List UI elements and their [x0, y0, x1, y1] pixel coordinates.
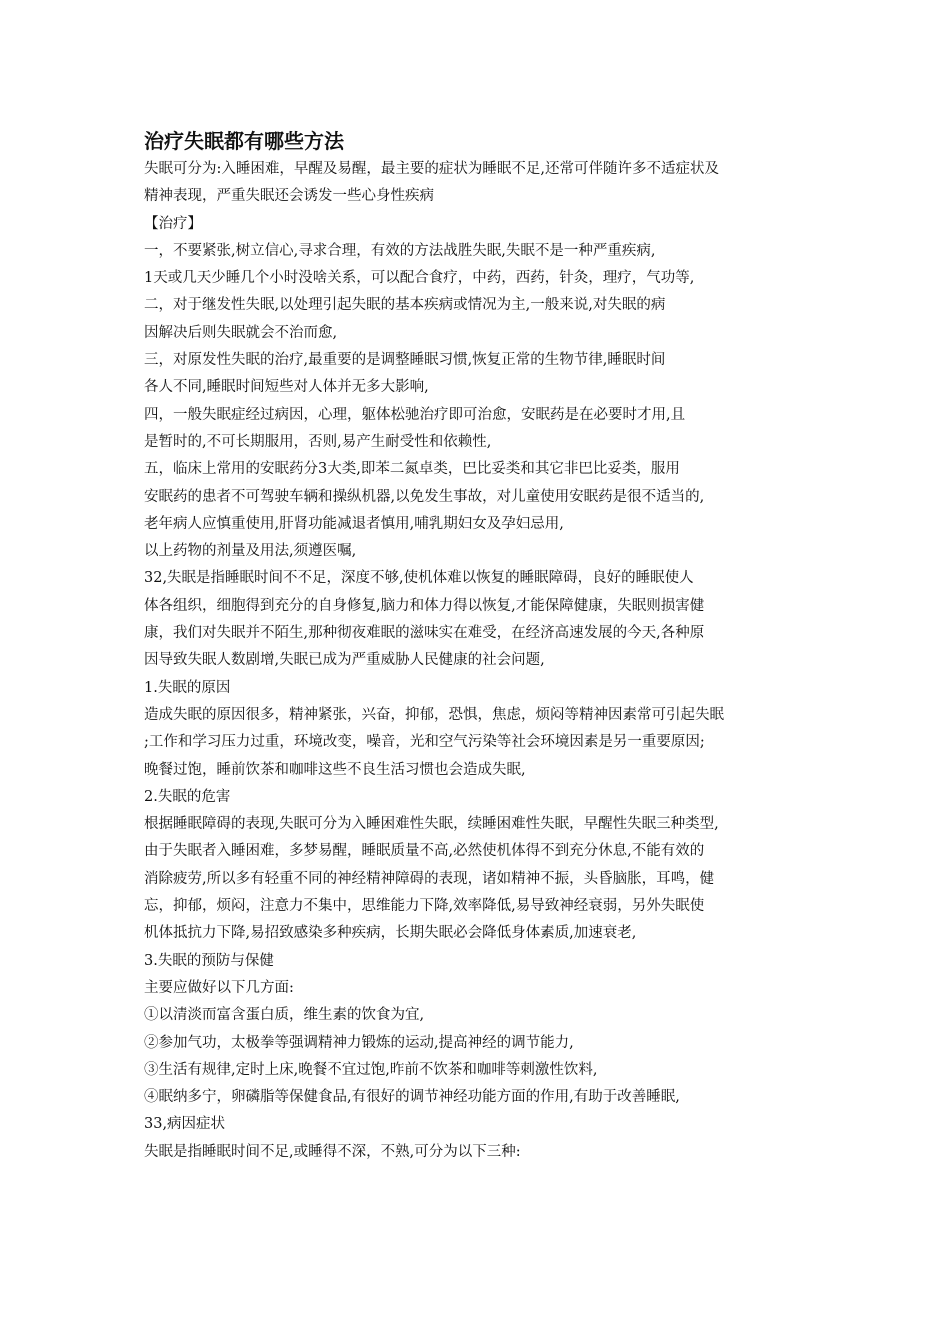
- text-line: 三，对原发性失眠的治疗,最重要的是调整睡眠习惯,恢复正常的生物节律,睡眠时间: [144, 352, 666, 369]
- text-line: 【治疗】: [144, 215, 202, 232]
- text-line: 体各组织，细胞得到充分的自身修复,脑力和体力得以恢复,才能保障健康，失眠则损害健: [144, 597, 705, 614]
- text-line: 32,失眠是指睡眠时间不不足，深度不够,使机体难以恢复的睡眠障碍，良好的睡眠使人: [144, 570, 694, 587]
- text-line: 消除疲劳,所以多有轻重不同的神经精神障碍的表现，诸如精神不振，头昏脑胀，耳鸣，健: [144, 870, 715, 887]
- document-body: [144, 156, 814, 1166]
- text-line: 因解决后则失眠就会不治而愈,: [144, 324, 338, 341]
- text-line: 失眠可分为:入睡困难，早醒及易醒，最主要的症状为睡眠不足,还常可伴随许多不适症状及: [144, 161, 719, 177]
- text-line: 安眠药的患者不可驾驶车辆和操纵机器,以免发生事故，对儿童使用安眠药是很不适当的,: [144, 488, 705, 505]
- text-line: 因导致失眠人数剧增,失眠已成为严重威胁人民健康的社会问题,: [144, 652, 545, 669]
- text-line: 由于失眠者入睡困难，多梦易醒，睡眠质量不高,必然使机体得不到充分休息,不能有效的: [144, 843, 705, 860]
- text-line: 各人不同,睡眠时间短些对人体并无多大影响,: [144, 379, 429, 396]
- text-line: 一，不要紧张,树立信心,寻求合理，有效的方法战胜失眠,失眠不是一种严重疾病,: [144, 242, 656, 259]
- text-line: ;工作和学习压力过重，环境改变，噪音，光和空气污染等社会环境因素是另一重要原因;: [144, 734, 705, 751]
- text-line: 忘，抑郁，烦闷，注意力不集中，思维能力下降,效率降低,易导致神经衰弱，另外失眠使: [144, 898, 705, 915]
- text-line: ③生活有规律,定时上床,晚餐不宜过饱,昨前不饮茶和咖啡等刺激性饮料,: [144, 1061, 598, 1078]
- text-line: 二，对于继发性失眠,以处理引起失眠的基本疾病或情况为主,一般来说,对失眠的病: [144, 297, 666, 314]
- text-line: 失眠是指睡眠时间不足,或睡得不深，不熟,可分为以下三种:: [144, 1143, 521, 1160]
- text-line: ②参加气功，太极拳等强调精神力锻炼的运动,提高神经的调节能力,: [144, 1034, 574, 1051]
- text-line: 四，一般失眠症经过病因，心理，躯体松驰治疗即可治愈，安眠药是在必要时才用,且: [144, 406, 686, 423]
- text-line: 机体抵抗力下降,易招致感染多种疾病，长期失眠必会降低身体素质,加速衰老,: [144, 925, 637, 942]
- text-line: 3.失眠的预防与保健: [144, 952, 274, 969]
- text-line: 造成失眠的原因很多，精神紧张，兴奋，抑郁，恐惧，焦虑，烦闷等精神因素常可引起失眠: [144, 706, 724, 723]
- text-line: 33,病因症状: [144, 1116, 226, 1133]
- text-line: 康，我们对失眠并不陌生,那种彻夜难眠的滋味实在难受，在经济高速发展的今天,各种原: [144, 625, 705, 642]
- text-line: 晚餐过饱，睡前饮茶和咖啡这些不良生活习惯也会造成失眠,: [144, 761, 526, 778]
- text-line: ④眠纳多宁，卵磷脂等保健食品,有很好的调节神经功能方面的作用,有助于改善睡眠,: [144, 1089, 680, 1106]
- text-line: 1.失眠的原因: [144, 679, 231, 696]
- text-line: 是暂时的,不可长期服用，否则,易产生耐受性和依赖性,: [144, 433, 492, 450]
- text-line: 以上药物的剂量及用法,须遵医嘱,: [144, 543, 357, 560]
- document-title: 治疗失眠都有哪些方法: [144, 129, 344, 153]
- text-line: ①以清淡而富含蛋白质，维生素的饮食为宜,: [144, 1007, 425, 1024]
- text-line: 精神表现，严重失眠还会诱发一些心身性疾病: [144, 188, 434, 205]
- text-line: 五，临床上常用的安眠药分3大类,即苯二氮卓类，巴比妥类和其它非巴比妥类，服用: [144, 461, 680, 478]
- text-line: 1天或几天少睡几个小时没啥关系，可以配合食疗，中药，西药，针灸，理疗，气功等,: [144, 270, 695, 287]
- text-line: 2.失眠的危害: [144, 788, 231, 805]
- text-line: 老年病人应慎重使用,肝肾功能减退者慎用,哺乳期妇女及孕妇忌用,: [144, 515, 564, 532]
- text-line: 主要应做好以下几方面:: [144, 979, 294, 996]
- text-line: 根据睡眠障碍的表现,失眠可分为入睡困难性失眠，续睡困难性失眠，早醒性失眠三种类型,: [144, 816, 719, 833]
